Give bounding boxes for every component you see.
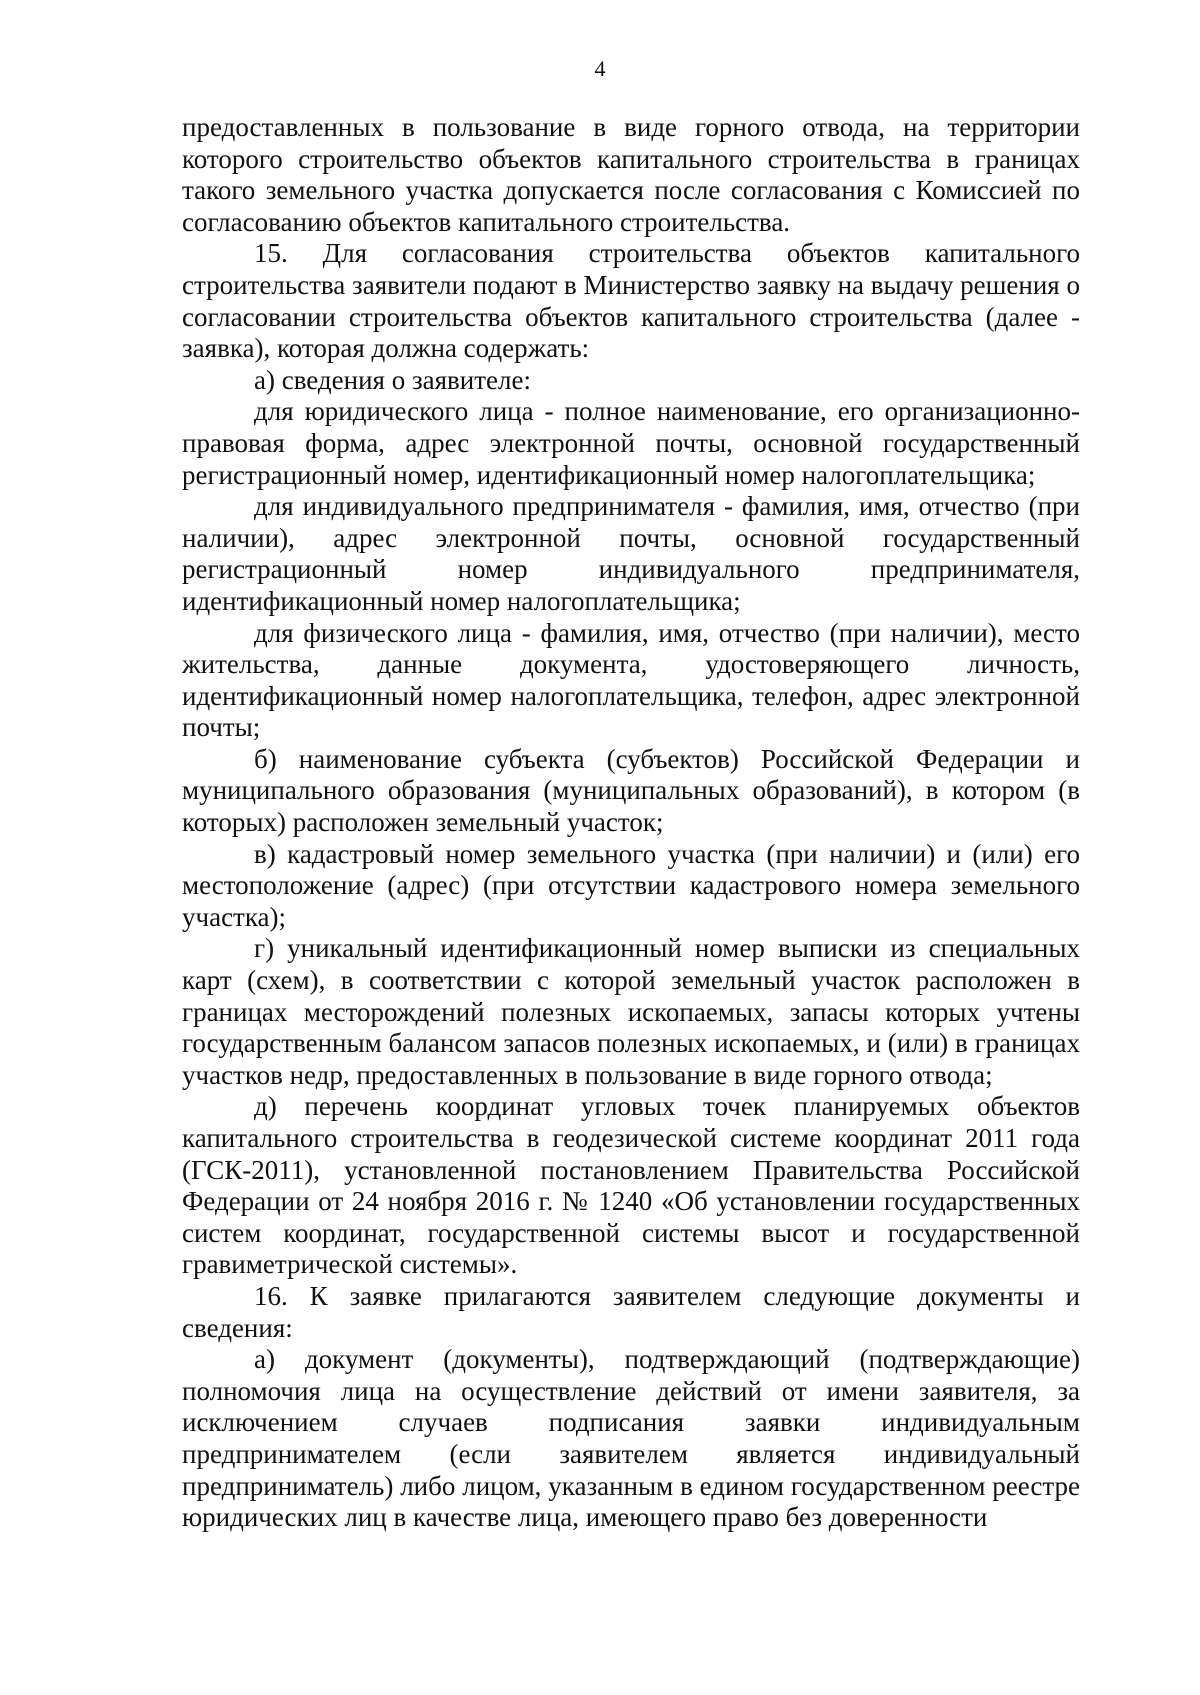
paragraph-subitem-b: б) наименование субъекта (субъектов) Российской Федерации и муниципального образования (муниципальных образований), в котором (в которых) расположен земельный участок;	[182, 743, 1080, 838]
paragraph-item-16: 16. К заявке прилагаются заявителем следующие документы и сведения:	[182, 1280, 1080, 1343]
paragraph-item-15: 15. Для согласования строительства объектов капитального строительства заявители подают в Министерство заявку на выдачу решения о согласовании строительства объектов капитального строительства (далее - заявка), которая должна содержать:	[182, 238, 1080, 364]
page-number: 4	[594, 56, 606, 81]
document-body	[182, 112, 1080, 1534]
paragraph-natural-person: для физического лица - фамилия, имя, отчество (при наличии), место жительства, данные документа, удостоверяющего личность, идентификационный номер налогоплательщика, телефон, адрес электронной почты;	[182, 617, 1080, 743]
paragraph-legal-entity: для юридического лица - полное наименование, его организационно-правовая форма, адрес электронной почты, основной государственный регистрационный номер, идентификационный номер налогоплательщика;	[182, 396, 1080, 490]
paragraph-item-16-subitem-a: а) документ (документы), подтверждающий (подтверждающие) полномочия лица на осуществление действий от имени заявителя, за исключением случаев подписания заявки индивидуальным предпринимателем (если заявителем является индивидуальный предприниматель) либо лицом, указанным в едином государственном реестре юридических лиц в качестве лица, имеющего право без доверенности	[182, 1344, 1080, 1533]
paragraph-continuation: предоставленных в пользование в виде горного отвода, на территории которого строительство объектов капитального строительства в границах такого земельного участка допускается после согласования с Комиссией по согласованию объектов капитального строительства.	[182, 112, 1080, 237]
paragraph-subitem-g: г) уникальный идентификационный номер выписки из специальных карт (схем), в соответствии с которой земельный участок расположен в границах месторождений полезных ископаемых, запасы которых учтены государственным балансом запасов полезных ископаемых, и (или) в границах участков недр, предоставленных в пользование в виде горного отвода;	[182, 933, 1080, 1090]
paragraph-subitem-d: д) перечень координат угловых точек планируемых объектов капитального строительства в геодезической системе координат 2011 года (ГСК-2011), установленной постановлением Правительства Российской Федерации от 24 ноября 2016 г. № 1240 «Об установлении государственных систем координат, государственной системы высот и государственной гравиметрической системы».	[182, 1091, 1080, 1280]
paragraph-subitem-a: а) сведения о заявителе:	[254, 364, 531, 395]
paragraph-subitem-v: в) кадастровый номер земельного участка (при наличии) и (или) его местоположение (адрес) (при отсутствии кадастрового номера земельного участка);	[182, 838, 1080, 932]
paragraph-individual-entrepreneur: для индивидуального предпринимателя - фамилия, имя, отчество (при наличии), адрес электронной почты, основной государственный регистрационный номер индивидуального предпринимателя, идентификационный номер налогоплательщика;	[182, 491, 1080, 616]
